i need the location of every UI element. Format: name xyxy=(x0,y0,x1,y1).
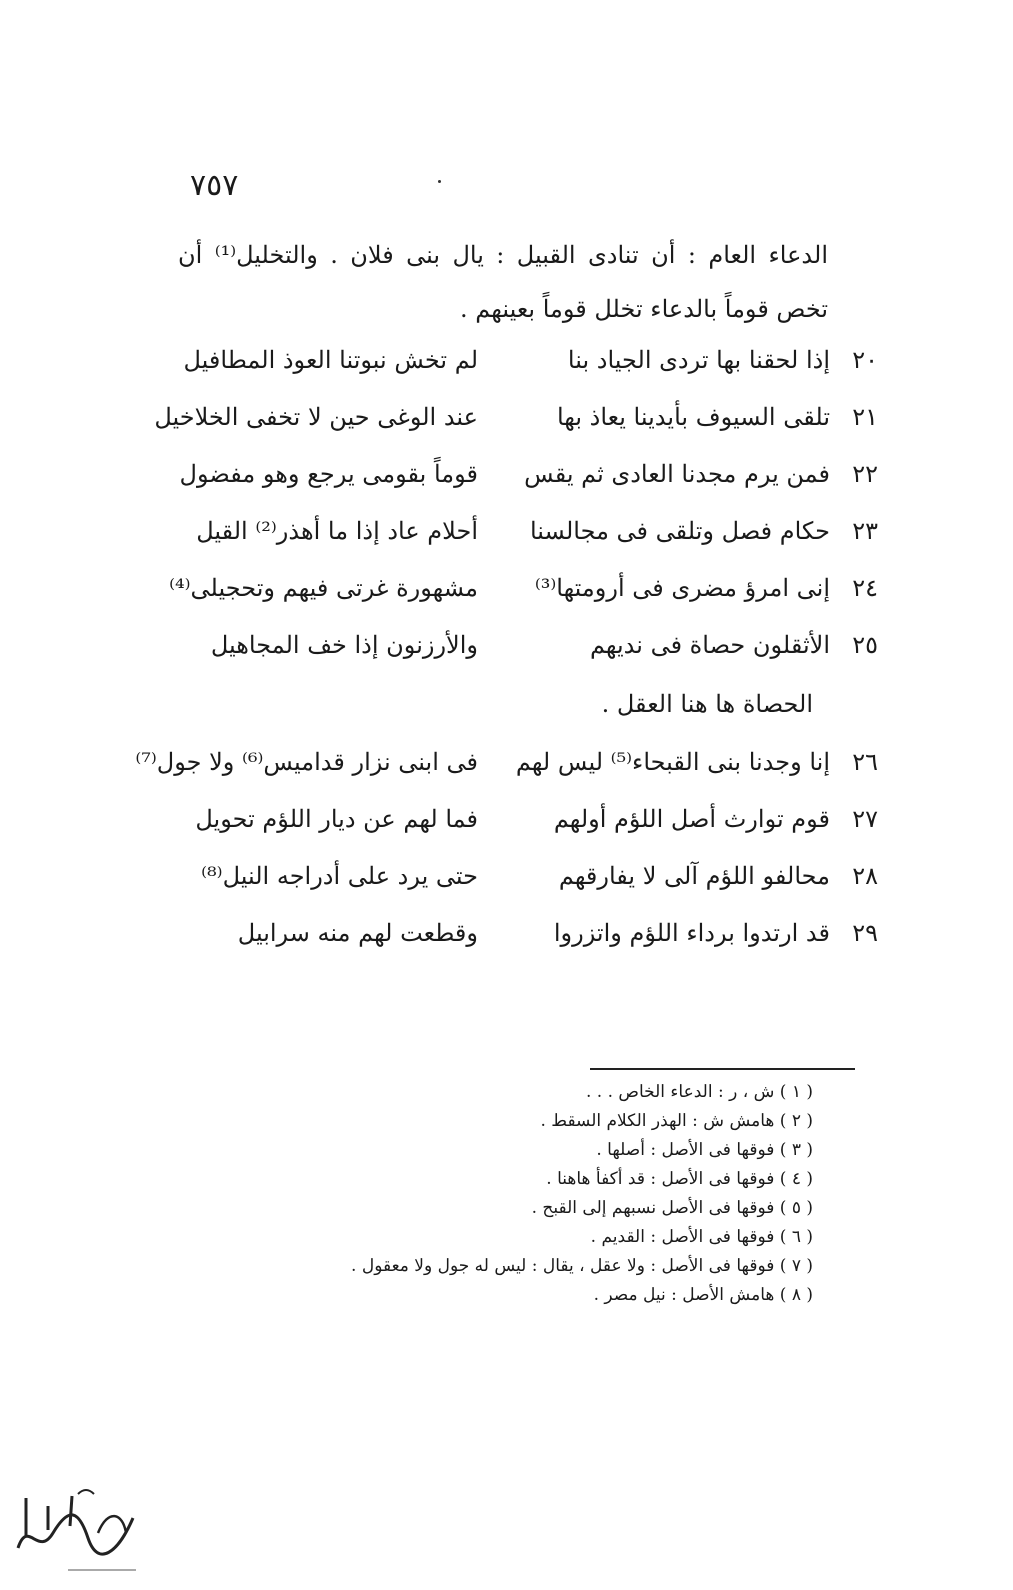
verse-second-hemistich: عند الوغى حين لا تخفى الخلاخيل xyxy=(154,403,478,431)
verse-line xyxy=(154,395,878,445)
gloss-note: الحصاة ها هنا العقل . xyxy=(601,690,813,718)
verse-number: ٢٠ xyxy=(852,346,878,374)
verse-line xyxy=(178,623,878,673)
verse-line xyxy=(178,854,878,904)
footnote-divider xyxy=(590,1068,855,1070)
footnotes-list xyxy=(293,1078,813,1310)
verse-number: ٢٤ xyxy=(852,574,878,602)
footnote: ( ٥ ) فوقها فى الأصل نسبهم إلى القبح . xyxy=(531,1198,813,1218)
verse-second-hemistich: قوماً بقومى يرجع وهو مفضول xyxy=(179,460,478,488)
footnote: ( ٣ ) فوقها فى الأصل : أصلها . xyxy=(596,1140,813,1160)
verse-number: ٢٢ xyxy=(852,460,878,488)
verse-second-hemistich: وقطعت لهم منه سرابيل xyxy=(237,919,478,947)
verse-first-hemistich: محالفو اللؤم آلى لا يفارقهم xyxy=(558,862,830,890)
verse-second-hemistich: مشهورة غرتى فيهم وتحجيلى⁽⁴⁾ xyxy=(169,574,478,602)
verse-first-hemistich: قوم توارث أصل اللؤم أولهم xyxy=(553,805,830,833)
verse-first-hemistich: حكام فصل وتلقى فى مجالسنا xyxy=(529,517,830,545)
watermark-stamp-logo xyxy=(8,1478,143,1578)
verse-first-hemistich: إذا لحقنا بها تردى الجياد بنا xyxy=(567,346,830,374)
verse-line xyxy=(135,740,878,790)
verse-first-hemistich: تلقى السيوف بأيدينا يعاذ بها xyxy=(556,403,830,431)
verse-number: ٢٧ xyxy=(852,805,878,833)
intro-paragraph: الدعاء العام : أن تنادى القبيل : يال بنى فلان . والتخليل⁽¹⁾ أن تخص قوماً بالدعاء تخلل قوماً بعينهم . xyxy=(178,241,828,323)
verse-second-hemistich: والأرزنون إذا خف المجاهيل xyxy=(210,631,478,659)
verse-number: ٢٥ xyxy=(852,631,878,659)
verse-line xyxy=(169,566,878,616)
verse-number: ٢٩ xyxy=(852,919,878,947)
verse-line xyxy=(178,509,878,559)
verse-first-hemistich: إنا وجدنا بنى القبحاء⁽⁵⁾ ليس لهم xyxy=(515,748,830,776)
footnote: ( ٧ ) فوقها فى الأصل : ولا عقل ، يقال : ليس له جول ولا معقول . xyxy=(351,1256,813,1276)
verse-first-hemistich: الأثقلون حصاة فى نديهم xyxy=(589,631,830,659)
verse-second-hemistich: أحلام عاد إذا ما أهذر⁽²⁾ القيل xyxy=(196,517,478,545)
verse-number: ٢٨ xyxy=(852,862,878,890)
verse-number: ٢١ xyxy=(852,403,878,431)
footnote: ( ٤ ) فوقها فى الأصل : قد أكفأ هاهنا . xyxy=(546,1169,813,1189)
verse-second-hemistich: فما لهم عن ديار اللؤم تحويل xyxy=(195,805,478,833)
footnote: ( ٨ ) هامش الأصل : نيل مصر . xyxy=(593,1285,813,1305)
verse-number: ٢٣ xyxy=(852,517,878,545)
footnote: ( ٦ ) فوقها فى الأصل : القديم . xyxy=(590,1227,813,1247)
verse-line xyxy=(178,452,878,502)
verse-second-hemistich: حتى يرد على أدراجه النيل⁽⁸⁾ xyxy=(201,862,478,890)
footnote: ( ١ ) ش ، ر : الدعاء الخاص . . . xyxy=(586,1082,813,1102)
footnote: ( ٢ ) هامش ش : الهذر الكلام السقط . xyxy=(540,1111,813,1131)
verse-second-hemistich: لم تخش نبوتنا العوذ المطافيل xyxy=(183,346,478,374)
verse-second-hemistich: فى ابنى نزار قداميس⁽⁶⁾ ولا جول⁽⁷⁾ xyxy=(135,748,478,776)
page-number: ٧٥٧ xyxy=(190,168,239,203)
verse-first-hemistich: قد ارتدوا برداء اللؤم واتزروا xyxy=(553,919,830,947)
verse-number: ٢٦ xyxy=(852,748,878,776)
verse-first-hemistich: إنى امرؤ مضرى فى أرومتها⁽³⁾ xyxy=(534,574,830,602)
verse-first-hemistich: فمن يرم مجدنا العادى ثم يقس xyxy=(524,460,830,488)
verse-line xyxy=(178,911,878,961)
verse-line xyxy=(178,338,878,388)
verse-line xyxy=(178,797,878,847)
page-mark xyxy=(438,180,441,183)
